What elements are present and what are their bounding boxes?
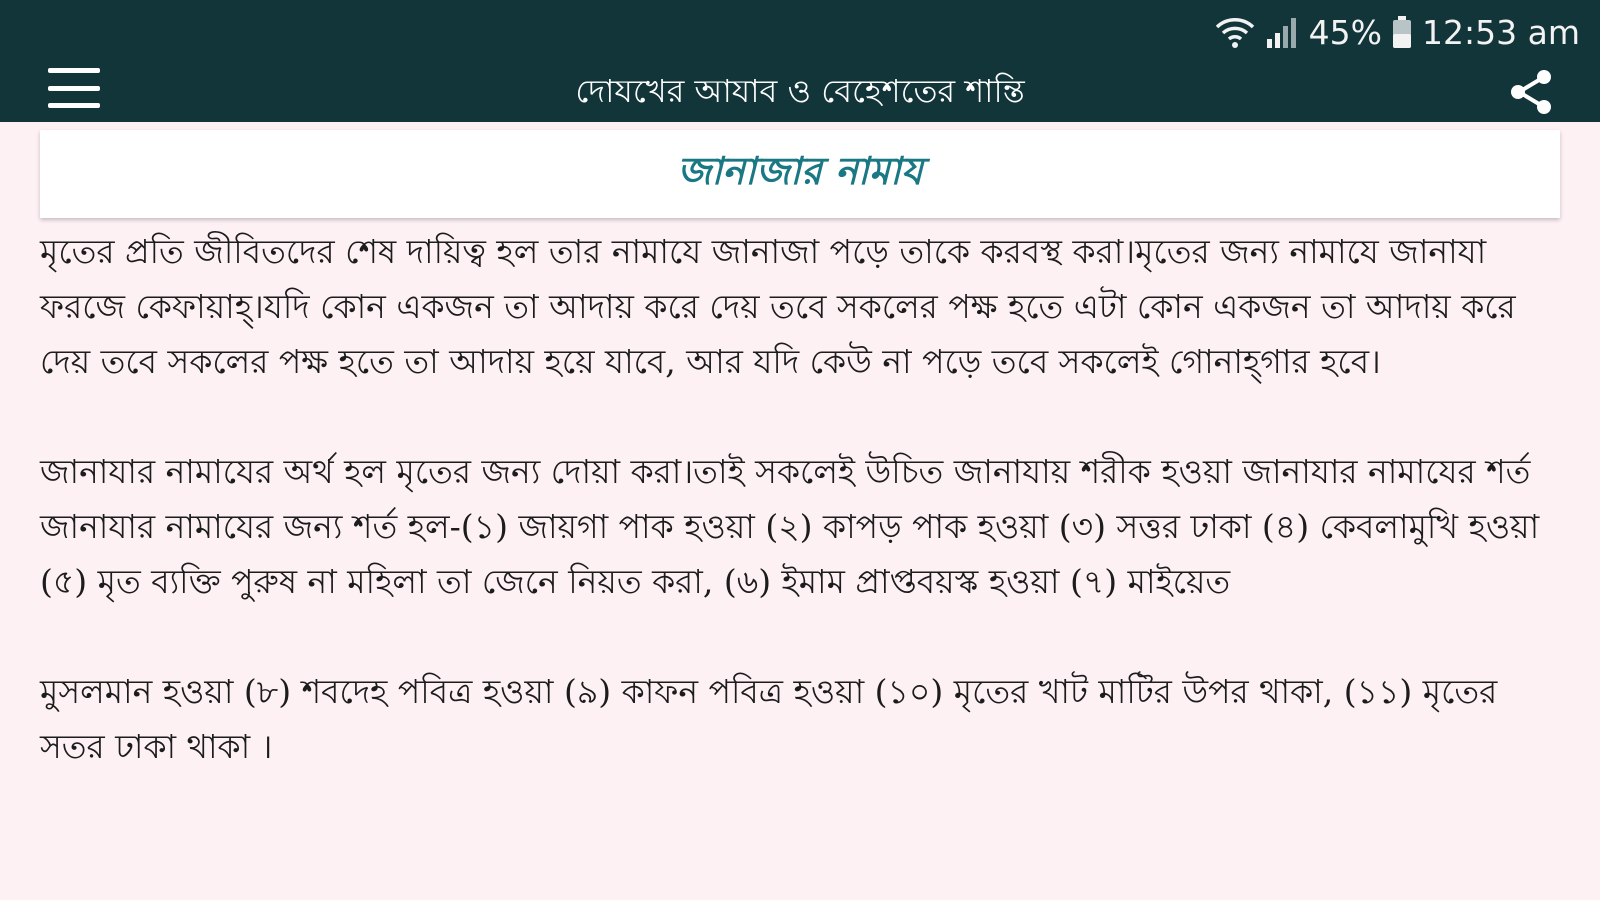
app-title: দোযখের আযাব ও বেহেশতের শান্তি (575, 72, 1025, 110)
wifi-icon (1215, 15, 1255, 49)
signal-icon (1265, 15, 1299, 49)
article-body (40, 224, 1560, 774)
battery-icon (1392, 15, 1412, 49)
menu-bar-line (48, 68, 100, 73)
hamburger-menu-icon[interactable] (48, 68, 100, 108)
article-heading-card (40, 130, 1560, 218)
article-paragraph: জানাযার নামাযের অর্থ হল মৃতের জন্য দোয়া করা।তাই সকলেই উচিত জানাযায় শরীক হওয়া জানাযার নামাযের শর্ত জানাযার নামাযের জন্য শর্ত হল-(১) জায়গা পাক হওয়া (২) কাপড় পাক হওয়া (৩) সত্তর ঢাকা (৪) কেবলামুখি হওয়া (৫) মৃত ব্যক্তি পুরুষ না মহিলা তা জেনে নিয়ত করা, (৬) ইমাম প্রাপ্তবয়স্ক হওয়া (৭) মাইয়েত (40, 452, 1540, 601)
article-paragraph: মুসলমান হওয়া (৮) শবদেহ পবিত্র হওয়া (৯) কাফন পবিত্র হওয়া (১০) মৃতের খাট মাটির উপর থাকা, (১১) মৃতের সতর ঢাকা থাকা । (40, 672, 1498, 766)
article-heading: জানাজার নামায (677, 148, 923, 193)
battery-percent: 45% (1308, 12, 1383, 52)
menu-bar-line (48, 86, 100, 91)
article-paragraph: মৃতের প্রতি জীবিতদের শেষ দায়িত্ব হল তার নামাযে জানাজা পড়ে তাকে করবস্থ করা।মৃতের জন্য নামাযে জানাযা ফরজে কেফায়াহ্।যদি কোন একজন তা আদায় করে দেয় তবে সকলের পক্ষ হতে এটা কোন একজন তা আদায় করে দেয় তবে সকলের পক্ষ হতে তা আদায় হয়ে যাবে, আর যদি কেউ না পড়ে তবে সকলেই গোনাহ্গার হবে। (40, 232, 1516, 381)
clock: 12:53 am (1422, 12, 1580, 52)
status-bar (1215, 10, 1580, 54)
menu-bar-line (48, 103, 100, 108)
share-icon[interactable] (1508, 68, 1554, 116)
app-bar (0, 0, 1600, 122)
